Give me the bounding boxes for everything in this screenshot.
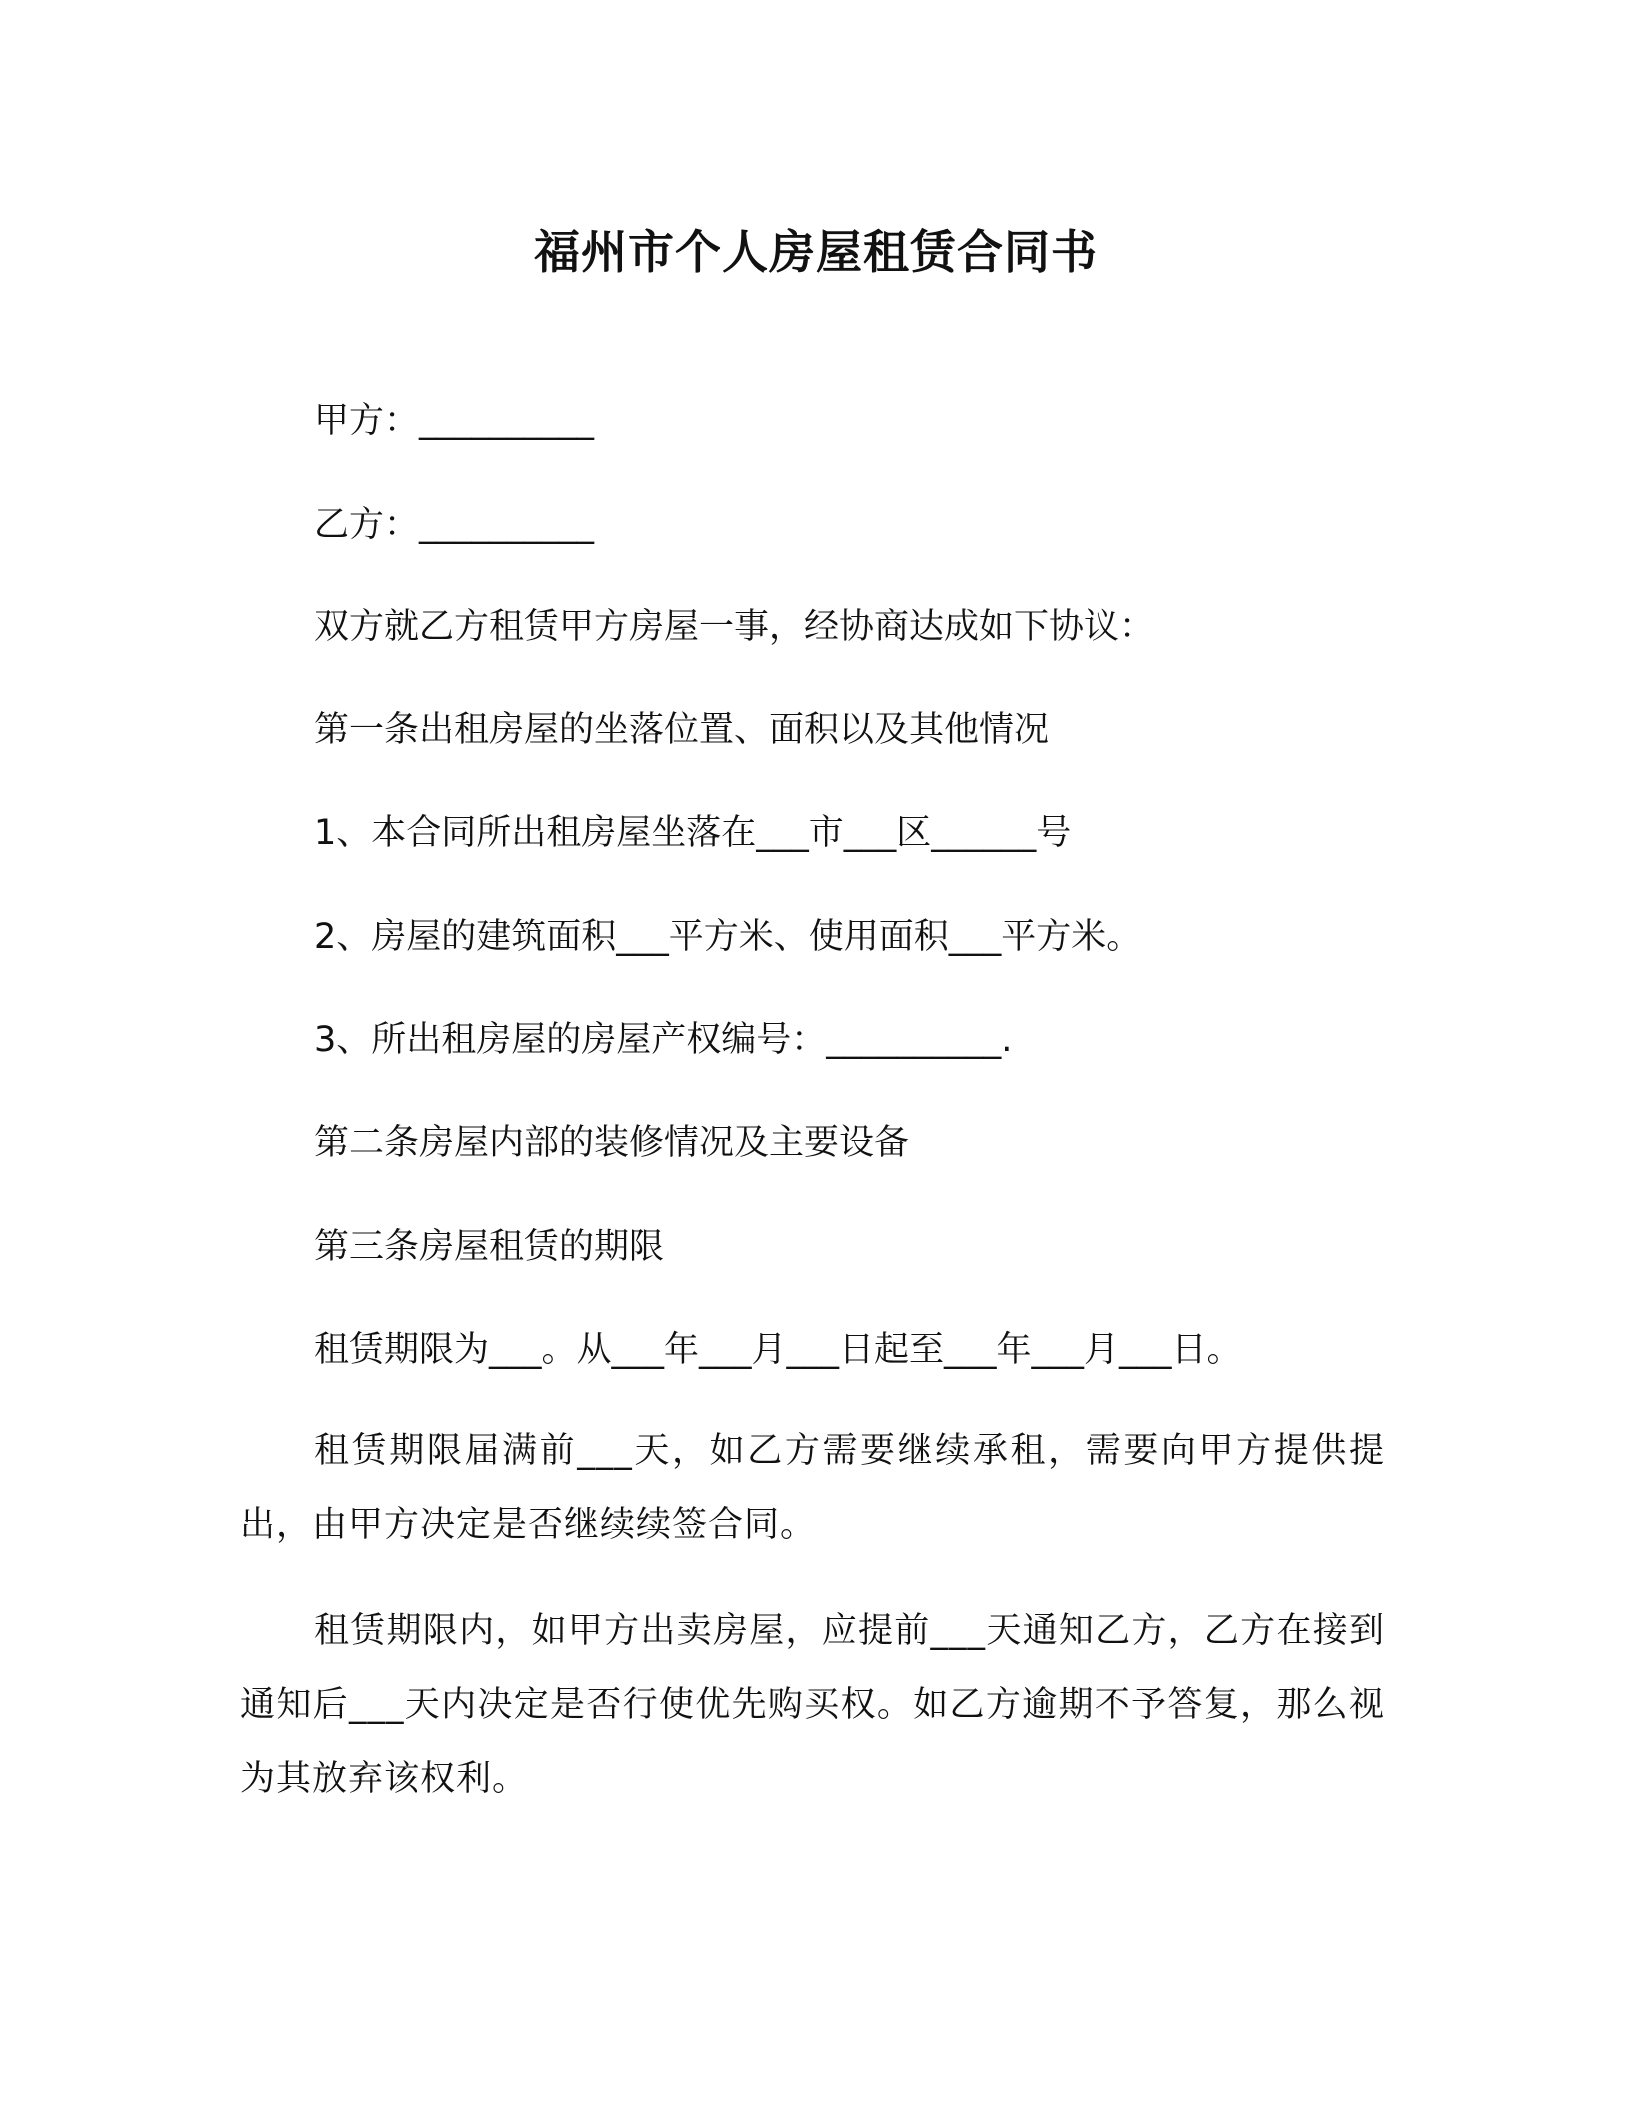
item3-property-number: 3、所出租房屋的房屋产权编号：__________.	[314, 1020, 1013, 1060]
item1-location: 1、本合同所出租房屋坐落在___市___区______号	[314, 813, 1072, 853]
party-b-line: 乙方：__________	[314, 505, 595, 545]
article1-heading: 第一条出租房屋的坐落位置、面积以及其他情况	[314, 710, 1050, 750]
article2-heading: 第二条房屋内部的装修情况及主要设备	[314, 1123, 910, 1163]
document-title: 福州市个人房屋租赁合同书	[534, 225, 1098, 279]
lease-term-line: 租赁期限为___。从___年___月___日起至___年___月___日。	[314, 1330, 1242, 1370]
intro-line: 双方就乙方租赁甲方房屋一事，经协商达成如下协议：	[314, 607, 1155, 647]
article3-heading: 第三条房屋租赁的期限	[314, 1227, 665, 1267]
item2-area: 2、房屋的建筑面积___平方米、使用面积___平方米。	[314, 917, 1142, 957]
party-a-line: 甲方：__________	[314, 401, 595, 441]
renewal-paragraph: 租赁期限届满前___天，如乙方需要继续承租，需要向甲方提供提出，由甲方决定是否继续续签合同。	[240, 1431, 1385, 1545]
sale-notice-paragraph: 租赁期限内，如甲方出卖房屋，应提前___天通知乙方，乙方在接到通知后___天内决定是否行使优先购买权。如乙方逾期不予答复，那么视为其放弃该权利。	[240, 1611, 1385, 1799]
